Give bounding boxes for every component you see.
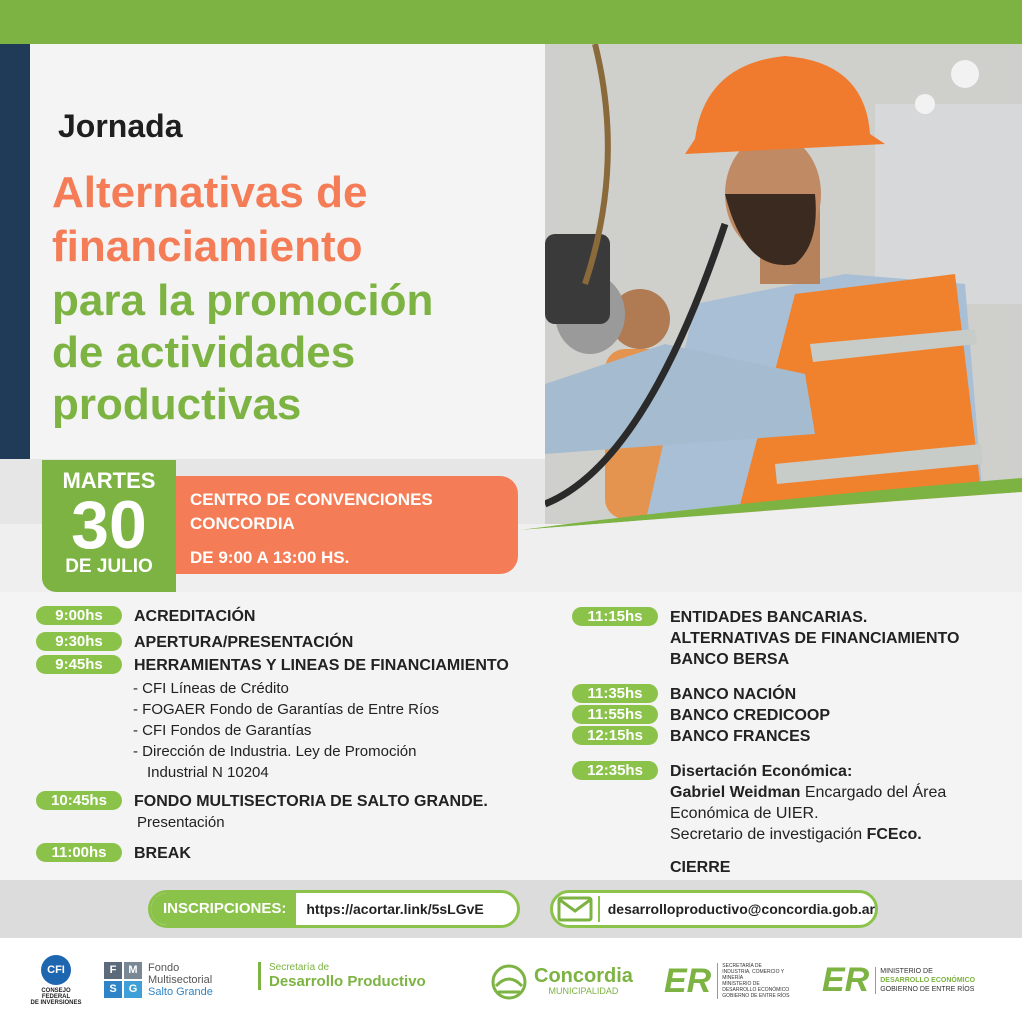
fmsg-text-2: Multisectorial xyxy=(148,974,213,986)
er-mark: ER xyxy=(664,962,712,1000)
er1-line: MINERÍA xyxy=(722,975,744,981)
navy-accent-bar xyxy=(0,44,30,459)
er1-line: DESARROLLO ECONÓMICO xyxy=(722,987,790,993)
schedule-item: BANCO BERSA xyxy=(670,651,790,668)
speaker-org: Económica de UIER. xyxy=(670,805,819,822)
concordia-subtext: MUNICIPALIDAD xyxy=(548,986,619,996)
speaker-name: Gabriel Weidman xyxy=(670,784,801,801)
top-green-band xyxy=(0,0,1022,44)
schedule-row xyxy=(36,655,509,676)
speaker-role: Encargado del Área xyxy=(800,784,947,801)
event-kicker: Jornada xyxy=(58,108,183,144)
time-pill: 12:35hs xyxy=(572,761,658,780)
time-pill: 12:15hs xyxy=(572,726,658,745)
time-pill: 11:00hs xyxy=(36,843,122,862)
email-box[interactable] xyxy=(550,890,878,928)
concordia-text: Concordia xyxy=(534,965,633,987)
concordia-logo xyxy=(488,962,633,1000)
time-pill: 11:35hs xyxy=(572,684,658,703)
cfi-mark: CFI xyxy=(41,955,71,985)
title-line-4: de actividades xyxy=(52,328,356,377)
fmsg-mark xyxy=(104,962,142,998)
date-month: DE JULIO xyxy=(65,556,153,577)
time-pill: 9:45hs xyxy=(36,655,122,674)
time-pill: 9:00hs xyxy=(36,606,122,625)
time-pill: 10:45hs xyxy=(36,791,122,810)
concordia-emblem-icon xyxy=(488,962,530,1000)
speaker-faculty: FCEco. xyxy=(866,826,922,843)
mail-icon xyxy=(553,893,598,925)
sub-item: - CFI Líneas de Crédito xyxy=(133,680,289,697)
sub-item: Presentación xyxy=(137,814,225,831)
green-wave xyxy=(520,478,1022,530)
secretaria-text-1: Secretaría de xyxy=(269,962,330,973)
schedule-item: HERRAMIENTAS Y LINEAS DE FINANCIAMIENTO xyxy=(134,657,509,674)
schedule-item: ALTERNATIVAS DE FINANCIAMIENTO xyxy=(670,630,960,647)
title-line-5: productivas xyxy=(52,380,302,429)
er-secretaria-logo xyxy=(664,963,789,999)
date-day: 30 xyxy=(71,487,147,563)
registration-label: INSCRIPCIONES: xyxy=(151,893,296,925)
cfi-text-1: CONSEJO FEDERAL xyxy=(41,988,71,1000)
fmsg-letter: F xyxy=(104,962,122,979)
schedule-row xyxy=(572,684,796,705)
schedule-item: BANCO CREDICOOP xyxy=(670,707,831,724)
speaker-title xyxy=(670,824,946,845)
fmsg-letter: G xyxy=(124,981,142,998)
schedule-row xyxy=(36,791,488,812)
sub-item: - CFI Fondos de Garantías xyxy=(133,722,312,739)
fmsg-text-3: Salto Grande xyxy=(148,986,213,998)
fmsg-logo xyxy=(104,962,213,998)
er2-line: MINISTERIO DE xyxy=(880,967,933,975)
schedule-row xyxy=(36,843,191,864)
schedule-row xyxy=(572,726,810,747)
schedule-item: ENTIDADES BANCARIAS. xyxy=(670,609,868,626)
cfi-logo xyxy=(30,955,82,1006)
worker-photo xyxy=(545,44,1022,524)
er2-line: GOBIERNO DE ENTRE RÍOS xyxy=(880,985,975,993)
time-pill: 11:15hs xyxy=(572,607,658,626)
schedule-item: Disertación Económica: xyxy=(670,763,853,780)
er1-line: MINISTERIO DE xyxy=(722,981,760,987)
venue-time: DE 9:00 A 13:00 HS. xyxy=(190,548,350,567)
er2-line: DESARROLLO ECONÓMICO xyxy=(880,976,976,984)
er1-line: GOBIERNO DE ENTRE RÍOS xyxy=(722,993,790,999)
registration-box[interactable] xyxy=(148,890,520,928)
secretaria-text-2: Desarrollo Productivo xyxy=(269,973,426,990)
schedule-item: FONDO MULTISECTORIA DE SALTO GRANDE. xyxy=(134,793,488,810)
speaker-title-text: Secretario de investigación xyxy=(670,826,867,843)
date-weekday: MARTES xyxy=(62,468,156,493)
date-badge xyxy=(42,460,176,592)
title-line-1: Alternativas de xyxy=(52,168,368,217)
registration-link[interactable]: https://acortar.link/5sLGvE xyxy=(306,901,484,917)
schedule-row xyxy=(572,705,830,726)
time-pill: 9:30hs xyxy=(36,632,122,651)
venue-line-1: CENTRO DE CONVENCIONES xyxy=(190,490,433,509)
schedule-item: ACREDITACIÓN xyxy=(134,608,256,625)
fmsg-letter: M xyxy=(124,962,142,979)
fmsg-letter: S xyxy=(104,981,122,998)
venue-box xyxy=(176,476,518,574)
er1-line: SECRETARÍA DE xyxy=(722,963,762,969)
sub-item: - Dirección de Industria. Ley de Promoción xyxy=(133,743,417,760)
sub-item: Industrial N 10204 xyxy=(147,764,269,781)
schedule-row xyxy=(572,607,959,670)
speaker-line xyxy=(670,782,946,803)
secretaria-logo xyxy=(258,962,426,990)
schedule-item: BREAK xyxy=(134,845,191,862)
sub-item: - FOGAER Fondo de Garantías de Entre Ríos xyxy=(133,701,439,718)
er1-line: INDUSTRIA, COMERCIO Y xyxy=(722,969,785,975)
er-ministerio-logo xyxy=(822,963,975,997)
title-line-3: para la promoción xyxy=(52,276,434,325)
fmsg-text-1: Fondo xyxy=(148,962,180,974)
closing-item: CIERRE xyxy=(670,859,731,876)
title-line-2: financiamiento xyxy=(52,222,363,271)
schedule-item: APERTURA/PRESENTACIÓN xyxy=(134,634,354,651)
schedule-row xyxy=(36,606,255,627)
er-mark: ER xyxy=(822,961,870,999)
schedule-item: BANCO FRANCES xyxy=(670,728,811,745)
time-pill: 11:55hs xyxy=(572,705,658,724)
cfi-text-2: DE INVERSIONES xyxy=(30,1000,82,1006)
email-link[interactable]: desarrolloproductivo@concordia.gob.ar xyxy=(598,896,875,922)
schedule-row xyxy=(36,632,353,653)
schedule-item: BANCO NACIÓN xyxy=(670,686,797,703)
schedule-row xyxy=(572,761,946,878)
venue-line-2: CONCORDIA xyxy=(190,514,295,533)
